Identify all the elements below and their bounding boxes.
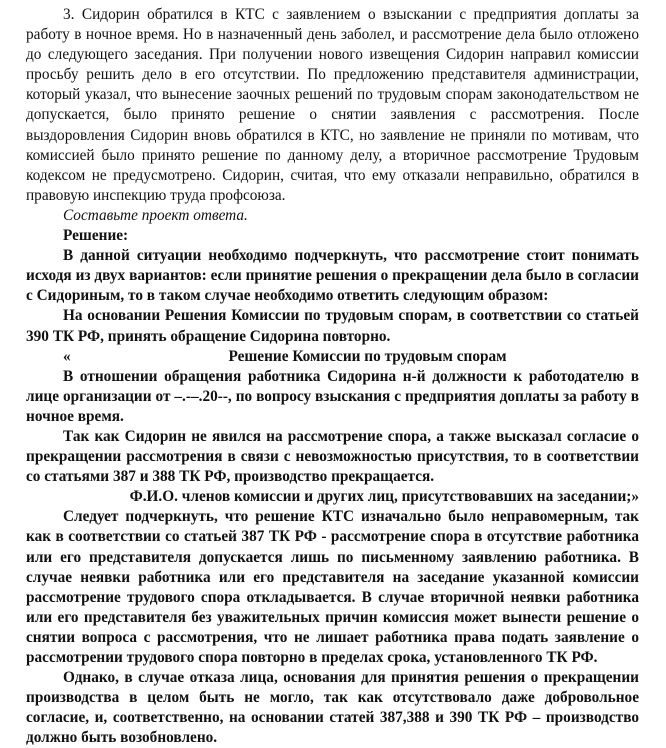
decision-heading xyxy=(26,347,639,367)
basis-paragraph: На основании Решения Комиссии по трудовым спорам, в соответствии со статьей 390 ТК РФ, принять обращение Сидорина повторно. xyxy=(26,307,639,345)
decision-body: Так как Сидорин не явился на рассмотрение спора, а также высказал согласие о прекращении рассмотрения в связи с невозможностью присутствия, то в соответствии со статьями 387 и 388 ТК РФ, производство прекращается. xyxy=(26,427,639,486)
decision-title: Решение Комиссии по трудовым спорам xyxy=(228,347,507,365)
solution-intro: В данной ситуации необходимо подчеркнуть, что рассмотрение стоит понимать исходя из двух вариантов: если принятие решения о прекращении дела было в согласии с Сидориным, то в таком случае необходимо ответить следующим образом: xyxy=(26,247,639,305)
document-page xyxy=(26,5,639,748)
assignment-text: Составьте проект ответа. xyxy=(63,206,248,224)
decision-signature: Ф.И.О. членов комиссии и других лиц, присутствовавших на заседании;» xyxy=(129,488,639,506)
solution-label: Решение: xyxy=(63,227,129,245)
note-paragraph: Следует подчеркнуть, что решение КТС изначально было неправомерным, так как в соответствии со статьей 387 ТК РФ - рассмотрение спора в отсутствие работника или его представителя допускается лишь по письменному заявлению работника. В случае неявки работника или его представителя на заседание указанной комиссии рассмотрение трудового спора откладывается. В случае вторичной неявки работника или его представителя без уважительных причин комиссия может вынести решение о снятии вопроса с рассмотрения, что не лишает работника права подать заявление о рассмотрении трудового спора повторно в пределах срока, установленного ТК РФ. xyxy=(26,508,639,666)
decision-regarding: В отношении обращения работника Сидорина н-й должности к работодателю в лице организации от –.-–.20--, по вопросу взыскания с предприятия доплаты за работу в ночное время. xyxy=(26,367,639,425)
final-paragraph: Однако, в случае отказа лица, основания для принятия решения о прекращении производства в целом быть не могло, так как отсутствовало даже добровольное согласие, и, соответственно, на основании статей 387,388 и 390 ТК РФ – производство должно быть возобновлено. xyxy=(26,669,639,747)
task-paragraph: 3. Сидорин обратился в КТС с заявлением о взыскании с предприятия доплаты за работу в ночное время. Но в назначенный день заболел, и рассмотрение дела было отложено до следующего заседания. При получении нового извещения Сидорин направил комиссии просьбу решить дело в его отсутствии. По предложению представителя администрации, который указал, что вынесение заочных решений по трудовым спорам законодательством не допускается, было принято решение о снятии заявления с рассмотрения. После выздоровления Сидорин вновь обратился в КТС, но заявление не приняли по мотивам, что комиссией было принято решение по данному делу, а вторичное рассмотрение Трудовым кодексом не предусмотрено. Сидорин, считая, что ему отказали неправильно, обратился в правовую инспекцию труда профсоюза. xyxy=(26,6,639,204)
decision-quote-open: « xyxy=(63,347,71,365)
